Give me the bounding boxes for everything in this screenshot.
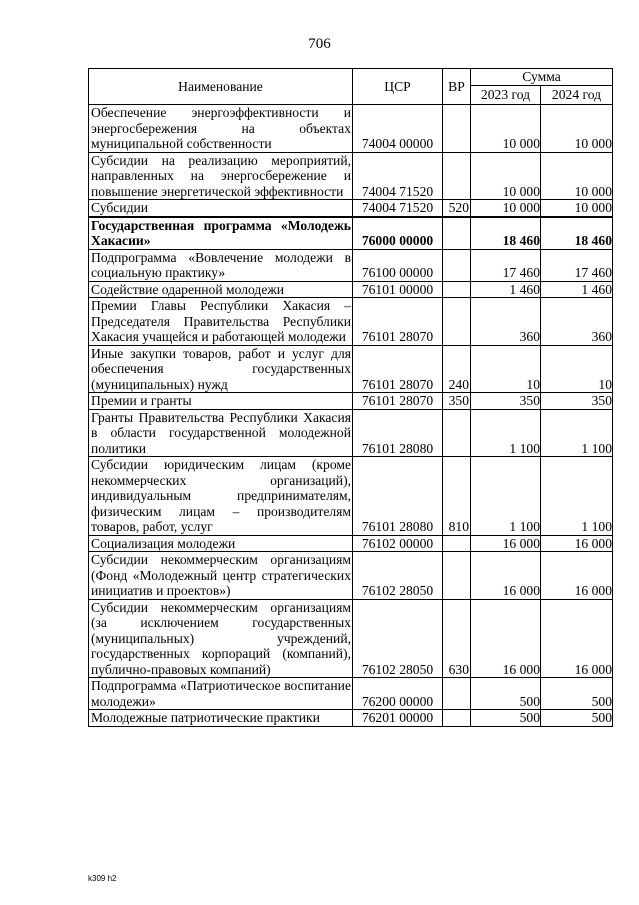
header-vr: ВР xyxy=(443,69,471,105)
row-csr: 76101 28080 xyxy=(353,457,443,536)
row-sum-2024: 10 xyxy=(541,345,613,393)
row-vr: 520 xyxy=(443,200,471,217)
row-sum-2024: 350 xyxy=(541,393,613,410)
row-name: Государственная программа «Молодежь Хакасии» xyxy=(89,217,353,250)
table-row xyxy=(89,552,613,600)
row-name: Молодежные патриотические практики xyxy=(89,710,353,727)
row-vr xyxy=(443,298,471,346)
row-name: Субсидии xyxy=(89,200,353,217)
row-csr: 76101 00000 xyxy=(353,281,443,298)
row-sum-2023: 16 000 xyxy=(471,552,541,600)
table-row xyxy=(89,393,613,410)
table-row xyxy=(89,409,613,457)
row-sum-2024: 18 460 xyxy=(541,217,613,250)
table-row xyxy=(89,217,613,250)
table-row xyxy=(89,345,613,393)
row-vr xyxy=(443,217,471,250)
row-csr: 76101 28070 xyxy=(353,345,443,393)
row-csr: 76102 28050 xyxy=(353,552,443,600)
row-sum-2024: 16 000 xyxy=(541,552,613,600)
row-sum-2023: 10 000 xyxy=(471,152,541,200)
row-sum-2024: 500 xyxy=(541,678,613,710)
row-vr: 240 xyxy=(443,345,471,393)
budget-table xyxy=(88,68,613,727)
row-sum-2023: 16 000 xyxy=(471,535,541,552)
table-row xyxy=(89,457,613,536)
row-csr: 74004 00000 xyxy=(353,105,443,153)
row-vr: 630 xyxy=(443,599,471,678)
table-row xyxy=(89,599,613,678)
header-year-2023: 2023 год xyxy=(471,86,541,105)
row-sum-2024: 16 000 xyxy=(541,599,613,678)
row-sum-2024: 360 xyxy=(541,298,613,346)
row-sum-2023: 500 xyxy=(471,710,541,727)
row-sum-2024: 10 000 xyxy=(541,152,613,200)
row-sum-2024: 500 xyxy=(541,710,613,727)
table-row xyxy=(89,678,613,710)
row-csr: 76102 00000 xyxy=(353,535,443,552)
row-name: Субсидии некоммерческим организациям (за исключением государственных (муниципальных) учреждений, государственных корпораций (компаний), публично-правовых компаний) xyxy=(89,599,353,678)
row-vr: 350 xyxy=(443,393,471,410)
row-sum-2023: 1 100 xyxy=(471,409,541,457)
row-sum-2023: 16 000 xyxy=(471,599,541,678)
table-row xyxy=(89,105,613,153)
footer-code: k309 h2 xyxy=(88,874,117,883)
row-csr: 76100 00000 xyxy=(353,249,443,281)
header-year-2024: 2024 год xyxy=(541,86,613,105)
row-sum-2024: 1 460 xyxy=(541,281,613,298)
table-row xyxy=(89,281,613,298)
row-sum-2023: 360 xyxy=(471,298,541,346)
row-vr xyxy=(443,409,471,457)
table-row xyxy=(89,710,613,727)
row-name: Подпрограмма «Патриотическое воспитание молодежи» xyxy=(89,678,353,710)
row-csr: 74004 71520 xyxy=(353,152,443,200)
row-vr: 810 xyxy=(443,457,471,536)
row-sum-2024: 16 000 xyxy=(541,535,613,552)
row-name: Премии Главы Республики Хакасия – Председателя Правительства Республики Хакасия учащейся и работающей молодежи xyxy=(89,298,353,346)
row-name: Содействие одаренной молодежи xyxy=(89,281,353,298)
row-sum-2024: 1 100 xyxy=(541,457,613,536)
table-body xyxy=(89,105,613,727)
row-vr xyxy=(443,152,471,200)
page-number: 706 xyxy=(308,36,331,52)
row-sum-2023: 1 100 xyxy=(471,457,541,536)
table-row xyxy=(89,200,613,217)
row-vr xyxy=(443,281,471,298)
row-sum-2023: 350 xyxy=(471,393,541,410)
row-vr xyxy=(443,678,471,710)
row-sum-2023: 10 xyxy=(471,345,541,393)
table-row xyxy=(89,535,613,552)
table-row xyxy=(89,152,613,200)
row-sum-2024: 1 100 xyxy=(541,409,613,457)
row-csr: 74004 71520 xyxy=(353,200,443,217)
header-name: Наименование xyxy=(89,69,353,105)
row-vr xyxy=(443,105,471,153)
row-name: Субсидии на реализацию мероприятий, направленных на энергосбережение и повышение энергетической эффективности xyxy=(89,152,353,200)
row-csr: 76000 00000 xyxy=(353,217,443,250)
row-csr: 76101 28070 xyxy=(353,298,443,346)
row-name: Подпрограмма «Вовлечение молодежи в социальную практику» xyxy=(89,249,353,281)
row-csr: 76201 00000 xyxy=(353,710,443,727)
row-name: Субсидии некоммерческим организациям (Фонд «Молодежный центр стратегических инициатив и проектов») xyxy=(89,552,353,600)
row-vr xyxy=(443,552,471,600)
row-sum-2023: 500 xyxy=(471,678,541,710)
table-row xyxy=(89,298,613,346)
row-vr xyxy=(443,535,471,552)
row-csr: 76101 28070 xyxy=(353,393,443,410)
row-name: Обеспечение энергоэффективности и энергосбережения на объектах муниципальной собственности xyxy=(89,105,353,153)
row-vr xyxy=(443,249,471,281)
row-sum-2023: 18 460 xyxy=(471,217,541,250)
row-sum-2024: 10 000 xyxy=(541,200,613,217)
row-sum-2023: 10 000 xyxy=(471,105,541,153)
row-sum-2024: 10 000 xyxy=(541,105,613,153)
row-vr xyxy=(443,710,471,727)
header-sum: Сумма xyxy=(471,69,613,86)
row-name: Премии и гранты xyxy=(89,393,353,410)
row-sum-2023: 1 460 xyxy=(471,281,541,298)
row-csr: 76102 28050 xyxy=(353,599,443,678)
row-name: Субсидии юридическим лицам (кроме некоммерческих организаций), индивидуальным предпринимателям, физическим лицам – производителям товаров, работ, услуг xyxy=(89,457,353,536)
row-name: Иные закупки товаров, работ и услуг для обеспечения государственных (муниципальных) нужд xyxy=(89,345,353,393)
row-sum-2023: 10 000 xyxy=(471,200,541,217)
row-sum-2024: 17 460 xyxy=(541,249,613,281)
row-sum-2023: 17 460 xyxy=(471,249,541,281)
row-csr: 76101 28080 xyxy=(353,409,443,457)
table-row xyxy=(89,249,613,281)
row-name: Гранты Правительства Республики Хакасия в области государственной молодежной политики xyxy=(89,409,353,457)
row-csr: 76200 00000 xyxy=(353,678,443,710)
header-csr: ЦСР xyxy=(353,69,443,105)
row-name: Социализация молодежи xyxy=(89,535,353,552)
